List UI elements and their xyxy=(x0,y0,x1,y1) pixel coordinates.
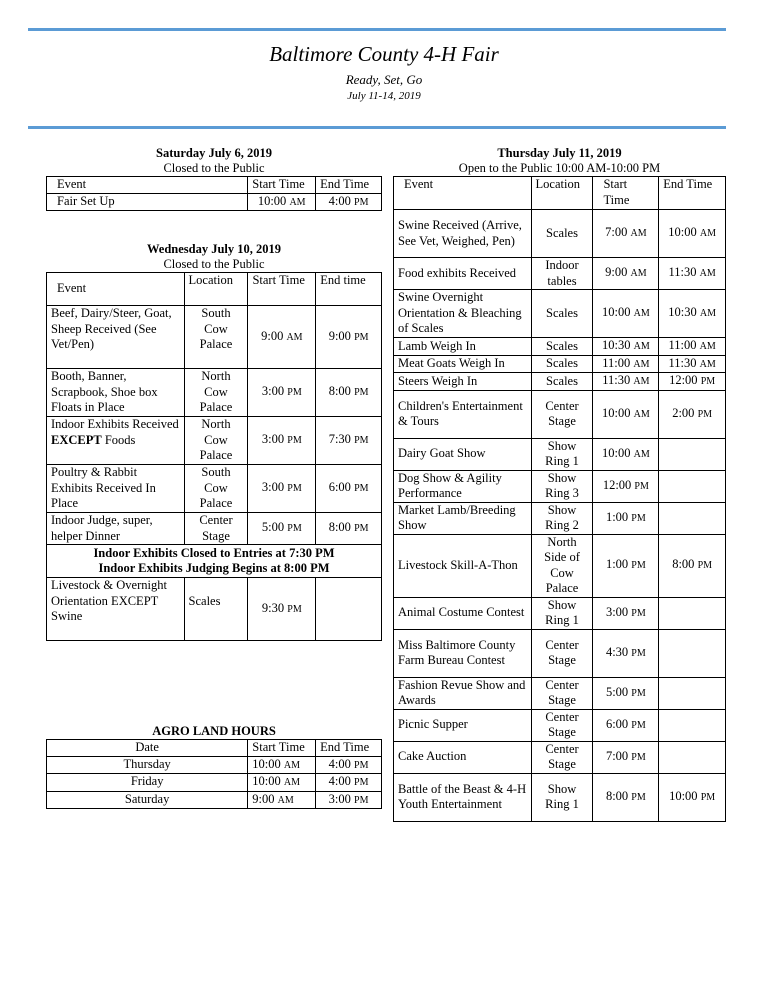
time-meridiem: PM xyxy=(631,719,646,731)
event-cell: Meat Goats Weigh In xyxy=(394,355,532,373)
time-value: 4:30 xyxy=(605,644,629,659)
col-header-end: End time xyxy=(316,273,382,306)
end-cell xyxy=(316,791,382,809)
start-cell xyxy=(593,709,659,741)
time-value: 1:00 xyxy=(605,509,629,524)
start-cell xyxy=(593,258,659,290)
time-value: 6:00 xyxy=(605,716,629,731)
event-text-after: Foods xyxy=(101,432,136,447)
event-cell: Beef, Dairy/Steer, Goat, Sheep Received (See Vet/Pen) xyxy=(47,306,185,369)
thursday-heading xyxy=(393,146,726,176)
location-cell: Center Stage xyxy=(531,629,593,677)
table-row xyxy=(394,741,726,773)
time-meridiem: PM xyxy=(700,376,716,387)
agro-title: AGRO LAND HOURS xyxy=(152,724,276,738)
table-row xyxy=(47,578,382,641)
time-meridiem: AM xyxy=(286,331,303,343)
wednesday-note: Closed to the Public xyxy=(163,257,265,271)
time-value: 10:00 xyxy=(601,445,631,460)
time-meridiem: PM xyxy=(287,435,302,447)
event-cell: Children's Entertainment & Tours xyxy=(394,390,532,438)
event-cell: Dairy Goat Show xyxy=(394,438,532,470)
page-subtitle: Ready, Set, Go xyxy=(345,72,423,87)
time-value: 11:30 xyxy=(668,265,697,280)
end-cell xyxy=(659,709,726,741)
col-header-start: Start Time xyxy=(248,740,316,757)
time-meridiem: AM xyxy=(633,408,650,420)
time-value: 8:00 xyxy=(328,384,351,399)
time-meridiem: AM xyxy=(633,358,650,370)
time-value: 3:00 xyxy=(261,384,285,399)
event-cell: Steers Weigh In xyxy=(394,373,532,391)
thursday-note: Open to the Public 10:00 AM-10:00 PM xyxy=(458,161,661,175)
event-cell: Fashion Revue Show and Awards xyxy=(394,677,532,709)
top-rule xyxy=(28,28,726,31)
table-row xyxy=(394,373,726,391)
table-row xyxy=(394,677,726,709)
table-row xyxy=(394,629,726,677)
location-cell: Center Stage xyxy=(184,513,248,545)
col-header-end: End Time xyxy=(659,177,726,210)
table-row xyxy=(47,465,382,513)
location-cell: South Cow Palace xyxy=(184,306,248,369)
time-value: 8:00 xyxy=(672,557,695,572)
location-cell: Scales xyxy=(184,578,248,641)
time-value: 3:00 xyxy=(605,604,629,619)
time-meridiem: PM xyxy=(631,647,646,659)
page-dates: July 11-14, 2019 xyxy=(347,90,421,102)
event-cell: Market Lamb/Breeding Show xyxy=(394,502,532,534)
start-cell xyxy=(593,629,659,677)
date-cell: Saturday xyxy=(47,791,248,809)
time-meridiem: PM xyxy=(354,759,369,771)
end-cell xyxy=(659,502,726,534)
time-value: 5:00 xyxy=(605,684,629,699)
event-cell: Food exhibits Received xyxy=(394,258,532,290)
location-cell: Show Ring 1 xyxy=(531,438,593,470)
end-cell xyxy=(316,417,382,465)
col-header-location: Location xyxy=(531,177,593,210)
table-row xyxy=(394,502,726,534)
time-value: 11:00 xyxy=(602,355,631,370)
start-cell xyxy=(248,417,316,465)
time-meridiem: AM xyxy=(699,358,716,370)
end-cell xyxy=(659,470,726,502)
table-row xyxy=(394,470,726,502)
time-meridiem: AM xyxy=(283,759,301,771)
saturday-table xyxy=(46,176,382,211)
location-cell: Center Stage xyxy=(531,677,593,709)
saturday-title: Saturday July 6, 2019 xyxy=(156,146,272,160)
time-meridiem: AM xyxy=(633,448,650,460)
table-row xyxy=(394,290,726,338)
time-value: 7:00 xyxy=(605,748,629,763)
table-header-row xyxy=(394,177,726,210)
time-value: 1:00 xyxy=(605,557,629,572)
end-cell xyxy=(659,373,726,391)
table-row xyxy=(394,773,726,821)
time-value: 10:00 xyxy=(601,405,631,420)
location-cell: North Side of Cow Palace xyxy=(531,534,593,597)
time-meridiem: PM xyxy=(287,523,302,535)
event-cell: Battle of the Beast & 4-H Youth Entertainment xyxy=(394,773,532,821)
start-cell xyxy=(593,534,659,597)
start-cell xyxy=(593,741,659,773)
time-value: 3:00 xyxy=(261,480,285,495)
time-value: 11:30 xyxy=(668,355,697,370)
notice-line-1: Indoor Exhibits Closed to Entries at 7:30 PM xyxy=(93,545,335,560)
table-row xyxy=(394,258,726,290)
start-cell xyxy=(248,578,316,641)
time-value: 11:00 xyxy=(668,338,697,352)
time-meridiem: AM xyxy=(699,341,716,352)
table-row xyxy=(47,193,382,211)
time-value: 8:00 xyxy=(328,520,351,535)
end-cell xyxy=(659,773,726,821)
end-cell xyxy=(659,629,726,677)
time-meridiem: PM xyxy=(631,512,646,524)
notice-line-2: Indoor Exhibits Judging Begins at 8:00 PM xyxy=(98,561,330,575)
thursday-table xyxy=(393,176,726,822)
end-cell xyxy=(659,210,726,258)
table-row xyxy=(47,513,382,545)
location-cell: North Cow Palace xyxy=(184,369,248,417)
col-header-start: Start Time xyxy=(248,273,316,306)
time-value: 8:00 xyxy=(605,788,629,803)
table-row xyxy=(394,709,726,741)
time-value: 10:00 xyxy=(601,305,631,320)
start-cell xyxy=(593,438,659,470)
event-emphasis: EXCEPT xyxy=(51,432,102,447)
time-value: 4:00 xyxy=(328,193,351,208)
time-meridiem: PM xyxy=(354,794,369,806)
table-row xyxy=(394,438,726,470)
location-cell: Center Stage xyxy=(531,709,593,741)
time-value: 12:00 xyxy=(669,373,698,387)
event-cell: Animal Costume Contest xyxy=(394,597,532,629)
end-cell xyxy=(659,677,726,709)
time-meridiem: PM xyxy=(354,523,369,535)
end-cell xyxy=(316,193,382,211)
wednesday-table xyxy=(46,272,382,641)
page-title: Baltimore County 4-H Fair xyxy=(269,42,499,66)
time-meridiem: PM xyxy=(354,196,369,208)
date-cell: Thursday xyxy=(47,756,248,774)
wednesday-title: Wednesday July 10, 2019 xyxy=(146,242,282,256)
time-value: 9:00 xyxy=(252,791,275,806)
event-cell: Livestock Skill-A-Thon xyxy=(394,534,532,597)
table-header-row xyxy=(47,177,382,194)
event-cell: Poultry & Rabbit Exhibits Received In Place xyxy=(47,465,185,513)
event-cell: Miss Baltimore County Farm Bureau Contest xyxy=(394,629,532,677)
time-value: 10:00 xyxy=(252,756,281,771)
time-meridiem: PM xyxy=(634,480,649,492)
thursday-title: Thursday July 11, 2019 xyxy=(497,146,622,160)
time-value: 11:30 xyxy=(602,373,631,387)
end-cell xyxy=(659,258,726,290)
location-cell: Show Ring 3 xyxy=(531,470,593,502)
start-cell xyxy=(593,355,659,373)
time-value: 10:00 xyxy=(257,193,287,208)
table-row xyxy=(47,417,382,465)
col-header-end: End Time xyxy=(316,740,382,757)
table-row xyxy=(394,355,726,373)
col-header-date: Date xyxy=(47,740,248,757)
end-cell xyxy=(659,290,726,338)
date-cell: Friday xyxy=(47,774,248,792)
location-cell: Scales xyxy=(531,290,593,338)
time-value: 4:00 xyxy=(328,774,351,788)
location-cell: Show Ring 1 xyxy=(531,597,593,629)
time-meridiem: AM xyxy=(277,794,294,806)
event-text: Indoor Exhibits Received xyxy=(51,417,179,431)
location-cell: Scales xyxy=(531,210,593,258)
time-meridiem: PM xyxy=(287,603,302,615)
end-cell xyxy=(316,369,382,417)
end-cell xyxy=(659,390,726,438)
agro-table xyxy=(46,739,382,809)
col-header-start: Start Time xyxy=(248,177,316,194)
start-cell xyxy=(248,465,316,513)
time-meridiem: PM xyxy=(631,560,646,572)
start-cell xyxy=(593,338,659,356)
time-meridiem: AM xyxy=(633,341,650,352)
location-cell: Scales xyxy=(531,355,593,373)
event-cell: Livestock & Overnight Orientation EXCEPT Swine xyxy=(47,578,185,641)
time-value: 9:00 xyxy=(328,328,351,343)
col-header-event: Event xyxy=(394,177,532,210)
time-value: 7:30 xyxy=(328,432,351,447)
start-cell xyxy=(248,193,316,211)
time-meridiem: AM xyxy=(633,308,650,320)
table-header-row xyxy=(47,273,382,306)
end-cell xyxy=(659,597,726,629)
time-value: 9:30 xyxy=(261,600,285,615)
col-header-event: Event xyxy=(47,177,248,194)
end-cell xyxy=(316,513,382,545)
start-cell xyxy=(593,677,659,709)
event-cell: Cake Auction xyxy=(394,741,532,773)
notice-cell xyxy=(47,545,382,578)
time-value: 9:00 xyxy=(261,328,284,343)
start-cell xyxy=(248,513,316,545)
time-meridiem: AM xyxy=(699,308,716,320)
event-cell: Lamb Weigh In xyxy=(394,338,532,356)
start-cell xyxy=(248,306,316,369)
end-cell xyxy=(659,338,726,356)
table-header-row xyxy=(47,740,382,757)
time-value: 4:00 xyxy=(328,756,351,771)
table-row xyxy=(394,338,726,356)
time-value: 10:30 xyxy=(601,338,631,352)
event-cell: Swine Overnight Orientation & Bleaching of Scales xyxy=(394,290,532,338)
time-meridiem: AM xyxy=(289,196,306,208)
time-value: 7:00 xyxy=(605,225,628,240)
end-cell xyxy=(316,306,382,369)
notice-row xyxy=(47,545,382,578)
time-meridiem: AM xyxy=(633,376,650,387)
end-cell xyxy=(659,534,726,597)
location-cell: Center Stage xyxy=(531,741,593,773)
time-meridiem: AM xyxy=(699,228,716,240)
col-header-end: End Time xyxy=(316,177,382,194)
table-row xyxy=(47,306,382,369)
end-cell xyxy=(316,756,382,774)
time-meridiem: PM xyxy=(354,387,369,399)
table-row xyxy=(47,791,382,809)
time-value: 12:00 xyxy=(602,477,632,492)
saturday-heading xyxy=(46,146,382,176)
time-meridiem: AM xyxy=(630,268,647,280)
event-cell: Indoor Judge, super, helper Dinner xyxy=(47,513,185,545)
start-cell xyxy=(593,290,659,338)
time-meridiem: PM xyxy=(631,791,646,803)
start-cell xyxy=(248,791,316,809)
start-cell xyxy=(593,502,659,534)
end-cell xyxy=(316,774,382,792)
end-cell xyxy=(316,578,382,641)
thursday-rows xyxy=(394,210,726,822)
location-cell: Center Stage xyxy=(531,390,593,438)
time-value: 5:00 xyxy=(261,520,285,535)
event-cell xyxy=(47,417,185,465)
time-value: 3:00 xyxy=(328,791,351,806)
table-row xyxy=(394,210,726,258)
location-cell: Show Ring 1 xyxy=(531,773,593,821)
location-cell: South Cow Palace xyxy=(184,465,248,513)
start-cell xyxy=(593,773,659,821)
start-cell xyxy=(248,774,316,792)
start-cell xyxy=(593,597,659,629)
col-header-location: Location xyxy=(184,273,248,306)
table-row xyxy=(47,369,382,417)
start-cell xyxy=(248,756,316,774)
table-row xyxy=(394,534,726,597)
start-cell xyxy=(593,470,659,502)
event-cell: Picnic Supper xyxy=(394,709,532,741)
event-cell: Swine Received (Arrive, See Vet, Weighed, Pen) xyxy=(394,210,532,258)
end-cell xyxy=(316,465,382,513)
time-value: 6:00 xyxy=(328,480,351,495)
time-value: 9:00 xyxy=(605,265,628,280)
col-header-event: Event xyxy=(47,273,185,306)
location-cell: Scales xyxy=(531,373,593,391)
time-value: 10:30 xyxy=(668,305,697,320)
end-cell xyxy=(659,438,726,470)
time-meridiem: AM xyxy=(283,777,301,788)
time-value: 3:00 xyxy=(261,432,285,447)
start-cell xyxy=(593,210,659,258)
wednesday-heading xyxy=(46,242,382,272)
time-meridiem: PM xyxy=(631,751,646,763)
time-meridiem: PM xyxy=(697,408,713,420)
time-meridiem: AM xyxy=(630,228,647,240)
time-meridiem: PM xyxy=(631,687,646,699)
time-meridiem: PM xyxy=(354,483,369,495)
location-cell: Indoor tables xyxy=(531,258,593,290)
time-meridiem: PM xyxy=(287,387,302,399)
time-value: 10:00 xyxy=(252,774,281,788)
time-value: 10:00 xyxy=(669,788,698,803)
table-row xyxy=(394,390,726,438)
location-cell: Show Ring 2 xyxy=(531,502,593,534)
location-cell: Scales xyxy=(531,338,593,356)
agro-heading xyxy=(46,724,382,739)
end-cell xyxy=(659,355,726,373)
event-cell: Dog Show & Agility Performance xyxy=(394,470,532,502)
time-meridiem: PM xyxy=(287,483,302,495)
time-value: 2:00 xyxy=(672,405,695,420)
time-meridiem: PM xyxy=(700,791,716,803)
start-cell xyxy=(593,373,659,391)
time-value: 10:00 xyxy=(668,225,697,240)
start-cell xyxy=(593,390,659,438)
time-meridiem: AM xyxy=(699,268,716,280)
time-meridiem: PM xyxy=(697,560,713,572)
location-cell: North Cow Palace xyxy=(184,417,248,465)
end-cell xyxy=(659,741,726,773)
header-bottom-rule xyxy=(28,126,726,129)
table-row xyxy=(394,597,726,629)
table-row xyxy=(47,756,382,774)
saturday-note: Closed to the Public xyxy=(163,161,265,175)
event-cell: Booth, Banner, Scrapbook, Shoe box Floats in Place xyxy=(47,369,185,417)
time-meridiem: PM xyxy=(631,607,646,619)
start-cell xyxy=(248,369,316,417)
time-meridiem: PM xyxy=(354,435,369,447)
time-meridiem: PM xyxy=(354,777,369,788)
col-header-start: Start Time xyxy=(593,177,659,210)
time-meridiem: PM xyxy=(354,331,369,343)
table-row xyxy=(47,774,382,792)
event-cell: Fair Set Up xyxy=(47,193,248,211)
